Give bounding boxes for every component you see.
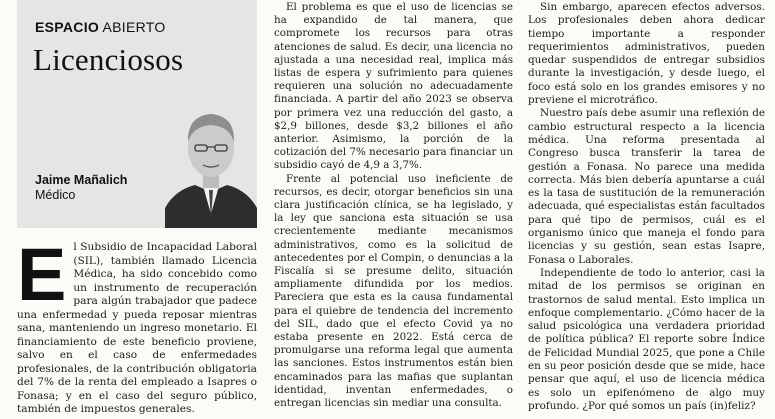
paragraph: Frente al potencial uso ineficiente de recursos, es decir, otorgar beneficios sin una clara justificación clínica, se ha legislado, y la ley que sanciona esta situación se usa crecientemente mediante mecanismos administrativos, como es la solicitud de antecedentes por el Compin, o denuncias a la Fiscalía si se presume delito, situación ampliamente difundida por los medios. Pareciera que esta es la causa fundamental para el quiebre de tendencia del incremento del SIL, dado que el efecto Covid ya no estaba presente en 2022. Está cerca de promulgarse una reforma legal que aumenta las sanciones. Estos instrumentos están bien encaminados para las mafias que suplantan identidad, inventan enfermedades, o entregan licencias sin mediar una consulta.	[274, 172, 513, 410]
article-column-1	[17, 233, 257, 417]
author-block	[35, 173, 127, 203]
paragraph: Nuestro país debe asumir una reflexión de cambio estructural respecto a la licencia médica. Una reforma presentada al Congreso busca transferir la tarea de gestión a Fonasa. No parece una medida correcta. Más bien debería apuntarse a cuál es la tasa de sustitución de la remuneración adecuada, qué especialistas están facultados para qué tipo de permisos, cuál es el organismo único que maneja el fondo para licencias y su gestión, sean estas Isapre, Fonasa o Laborales.	[528, 107, 765, 266]
drop-cap: E	[17, 233, 67, 316]
author-name: Jaime Mañalich	[35, 173, 128, 187]
article-column-2	[274, 1, 513, 410]
author-photo	[165, 90, 257, 228]
paragraph: Sin embargo, aparecen efectos adversos. Los profesionales deben ahora dedicar tiempo importante a responder requerimientos administrativos, pueden quedar suspendidos de entregar subsidios durante la investigación, y desde luego, el foco está solo en los grandes emisores y no previene el microtráfico.	[528, 1, 765, 107]
paragraph: Independiente de todo lo anterior, casi la mitad de los permisos se originan en trastornos de salud mental. Esto implica un enfoque complementario. ¿Cómo hacer de la salud psicológica una verdadera prioridad de política pública? El reporte sobre Índice de Felicidad Mundial 2025, que pone a Chile en su peor posición desde que se mide, hace pensar que aquí, el uso de licencia médica es solo un epifenómeno de algo muy profundo. ¿Por qué somos un país (in)feliz?	[528, 266, 765, 412]
article-column-3	[528, 1, 765, 413]
paragraph: El problema es que el uso de licencias se ha expandido de tal manera, que compromete los recursos para otras atenciones de salud. Es decir, una licencia no ajustada a una necesidad real, implica más listas de espera y sufrimiento para quienes requieren una solución no adecuadamente financiada. A partir del año 2023 se observa por primera vez una reducción del gasto, a $2,9 billones, desde $3,2 billones el año anterior. Asimismo, la porción de la cotización del 7% necesario para financiar un subsidio cayó de 4,9 a 3,7%.	[274, 1, 513, 172]
column-header-box	[17, 0, 257, 228]
page-title: Licenciosos	[33, 42, 184, 77]
section-kicker: ESPACIO ABIERTO	[35, 19, 166, 35]
paragraph: l Subsidio de Incapacidad Laboral (SIL), también llamado Licencia Médica, ha sido concebido como un instrumento de recuperación para algún trabajador que padece una enfermedad y pueda reposar mientras sana, manteniendo un ingreso monetario. El financiamiento de este beneficio proviene, salvo en el caso de enfermedades profesionales, de la contribución obligatoria del 7% de la renta del empleado a Isapres o Fonasa; y en el caso del seguro público, también de impuestos generales.	[17, 241, 257, 415]
author-role: Médico	[35, 188, 76, 202]
